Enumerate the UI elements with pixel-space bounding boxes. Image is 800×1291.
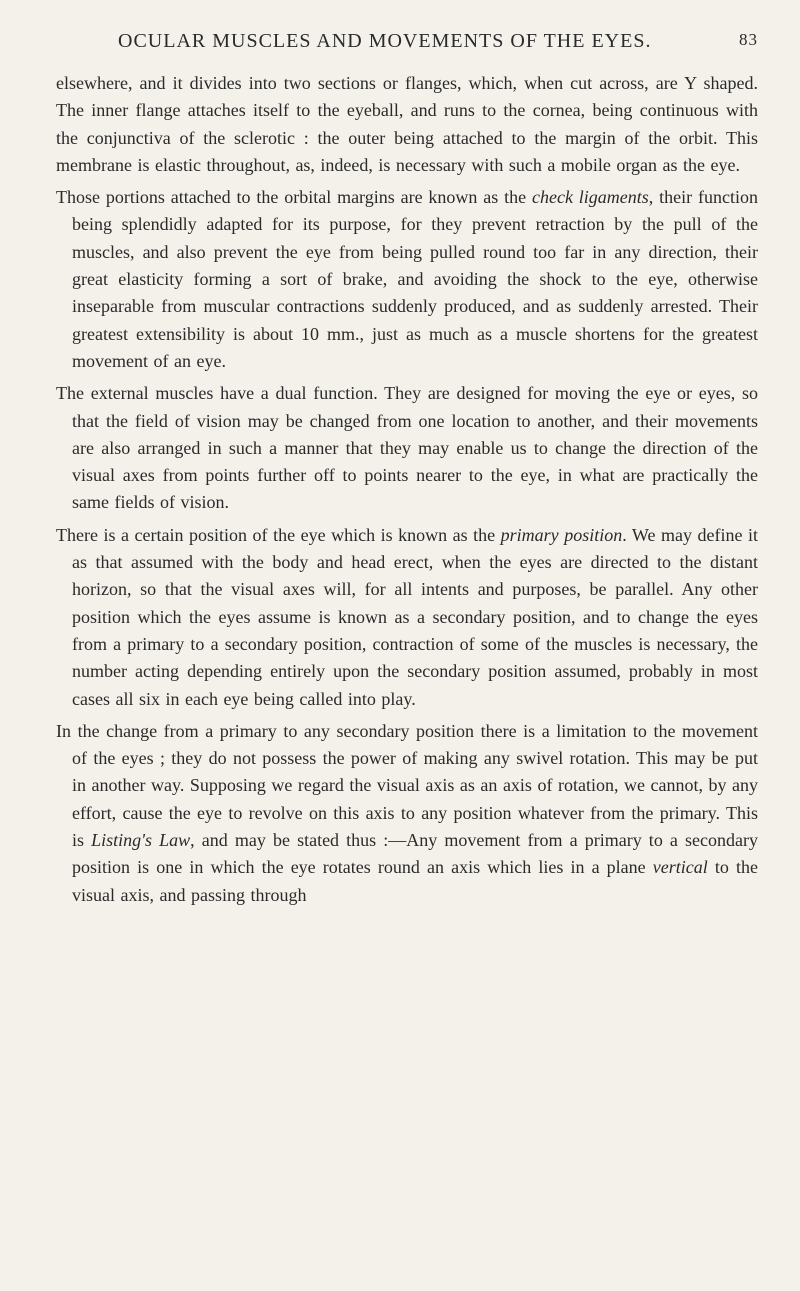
paragraph-text: Those portions attached to the orbital margins are known as the [56,187,532,208]
paragraph-primary-position [56,522,758,713]
paragraph-text: There is a certain position of the eye which is known as the [56,524,501,545]
paragraph-listings-law [56,718,758,909]
paragraph-text: . We may define it as that assumed with the body and head erect, when the eyes are directed to the distant horizon, so that the visual axes will, for all intents and purposes, be parallel. Any other position which the eyes assume is known as a secondary position, and to change the eyes from a primary to a secondary position, contraction of some of the muscles is necessary, the number acting depending entirely upon the secondary position assumed, probably in most cases all six in each eye being called into play. [72,524,758,709]
emphasis-primary-position: primary position [500,524,623,545]
page-number: 83 [739,30,758,49]
running-title: OCULAR MUSCLES AND MOVEMENTS OF THE EYES. [118,30,652,52]
emphasis-vertical: vertical [652,857,708,878]
paragraph-text: , their function being splendidly adapted for its purpose, for they prevent retraction by the pull of the muscles, and also prevent the eye from being pulled round too far in any direction, their great elasticity forming a sort of brake, and avoiding the shock to the eye, otherwise inseparable from muscular contractions suddenly produced, and as suddenly arrested. Their greatest extensibility is about 10 mm., just as much as a muscle shortens for the greatest movement of an eye. [72,187,758,371]
body-text [56,70,758,914]
paragraph-check-ligaments [56,184,758,375]
emphasis-listings-law: Listing's Law [91,830,191,851]
paragraph-text: In the change from a primary to any secondary position there is a limitation to the movement of the eyes ; they do not possess the power of making any swivel rotation. This may be put in another way. Supposing we regard the visual axis as an axis of rotation, we cannot, by any effort, cause the eye to revolve on this axis to any position whatever from the primary. This is [56,720,758,851]
paragraph-continued: elsewhere, and it divides into two sections or flanges, which, when cut across, are Y shaped. The inner flange attaches itself to the eyeball, and runs to the cornea, being continuous with the conjunctiva of the sclerotic : the outer being attached to the margin of the orbit. This membrane is elastic throughout, as, indeed, is necessary with such a mobile organ as the eye. [56,73,758,175]
paragraph-text: , and may be stated thus :—Any movement from a primary to a secondary position is one in which the eye rotates round an axis which lies in a plane [72,830,759,878]
running-header [118,30,758,54]
paragraph-text: to the visual axis, and passing through [72,857,758,905]
emphasis-check-ligaments: check ligaments [531,187,649,208]
paragraph-external-muscles: The external muscles have a dual function. They are designed for moving the eye or eyes, so that the field of vision may be changed from one location to another, and their movements are also arranged in such a manner that they may enable us to change the direction of the visual axes from points further off to points nearer to the eye, in what are practically the same fields of vision. [56,383,758,513]
